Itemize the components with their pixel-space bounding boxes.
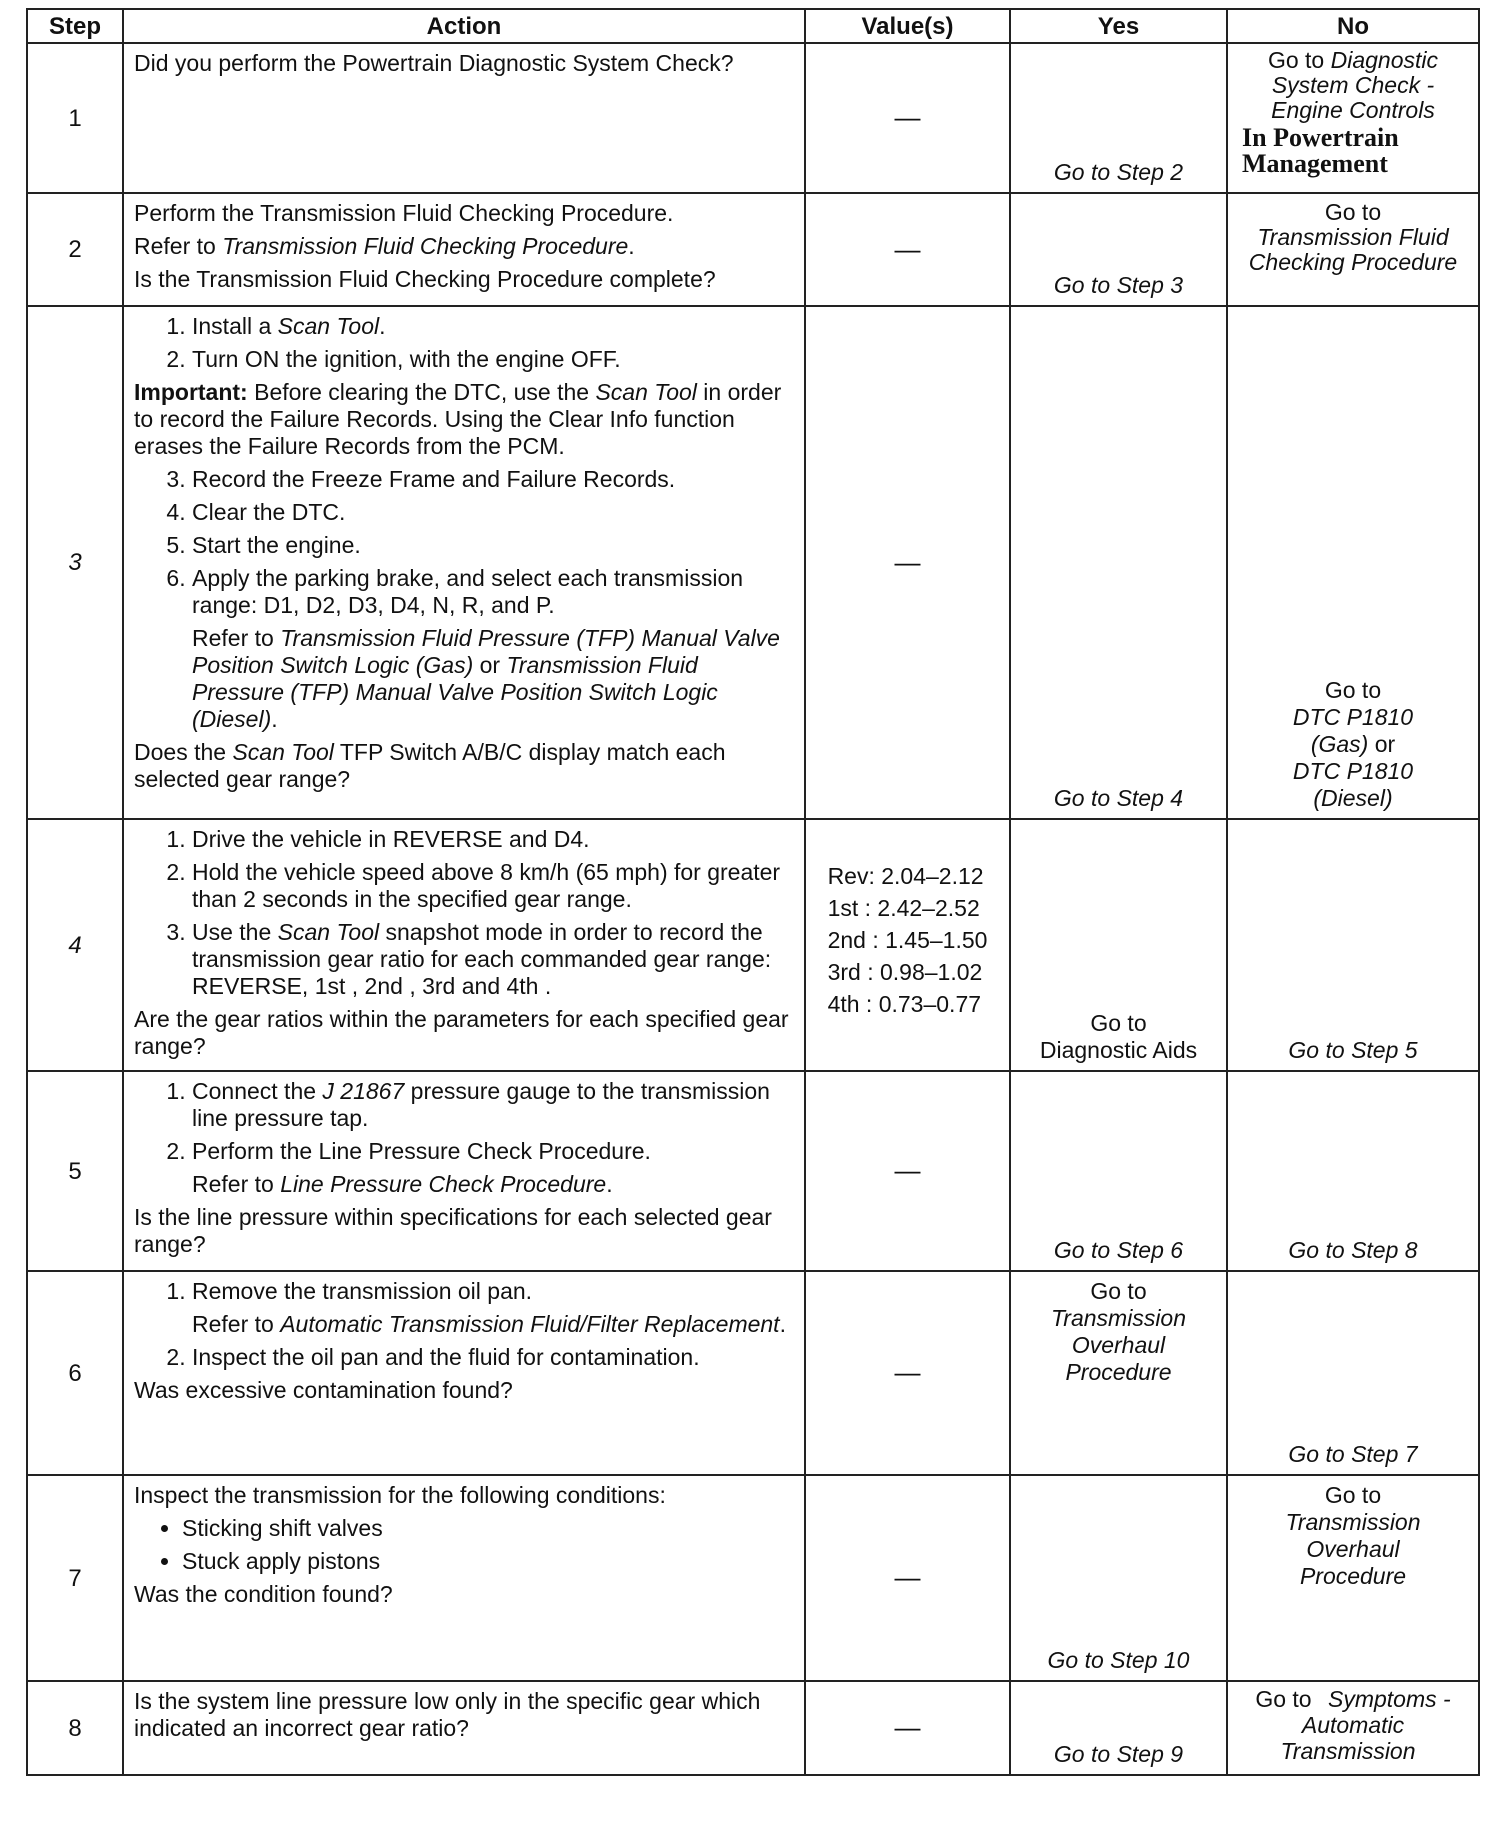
value-dash: — (894, 102, 921, 132)
yes-cell (1010, 306, 1227, 819)
no-link[interactable]: Go to Step 5 (1288, 1037, 1418, 1063)
table-row (27, 1681, 1479, 1775)
yes-link[interactable]: Go to Step 2 (1053, 159, 1184, 185)
step-number: 1 (27, 43, 123, 193)
no-cell (1227, 306, 1479, 819)
value-cell (805, 819, 1010, 1071)
no-link[interactable]: Go to Step 7 (1288, 1441, 1418, 1467)
step-number: 5 (27, 1071, 123, 1271)
no-cell (1227, 819, 1479, 1071)
header-action: Action (123, 9, 805, 43)
yes-cell (1010, 43, 1227, 193)
value-cell: — (805, 306, 1010, 819)
table-row (27, 1071, 1479, 1271)
header-yes: Yes (1010, 9, 1227, 43)
no-link[interactable]: Go to Transmission Overhaul Procedure (1285, 1482, 1421, 1589)
table-row (27, 1271, 1479, 1475)
action-cell: Is the system line pressure low only in the specific gear which indicated an incorrect gear ratio? (123, 1681, 805, 1775)
yes-cell (1010, 193, 1227, 306)
table-row (27, 819, 1479, 1071)
header-row (27, 9, 1479, 43)
action-cell: Inspect the transmission for the following conditions: • Sticking shift valves • Stuck apply pistons Was the condition found? (123, 1475, 805, 1681)
yes-link[interactable]: Go to Step 4 (1053, 785, 1184, 811)
action-text: Did you perform the Powertrain Diagnostic System Check? (134, 50, 734, 76)
action-cell (123, 43, 805, 193)
table-row (27, 1475, 1479, 1681)
step-number: 4 (27, 819, 123, 1071)
action-cell: Perform the Transmission Fluid Checking Procedure. Refer to Transmission Fluid Checking Procedure. Is the Transmission Fluid Checking Procedure complete? (123, 193, 805, 306)
yes-link[interactable]: Go to Step 9 (1053, 1741, 1184, 1767)
no-link[interactable]: Go to DTC P1810 (Gas) or DTC P1810 (Diesel) (1292, 677, 1414, 811)
important-note: Important: Before clearing the DTC, use the Scan Tool in order to record the Failure Records. Using the Clear Info function erases the Failure Records from the PCM. (134, 379, 782, 459)
value-cell: — (805, 1681, 1010, 1775)
diagnostic-table (26, 8, 1480, 1776)
no-link[interactable]: Go to Transmission Fluid Checking Procedure (1248, 199, 1458, 275)
header-no: No (1227, 9, 1479, 43)
table-row (27, 193, 1479, 306)
step-number: 2 (27, 193, 123, 306)
step-number: 7 (27, 1475, 123, 1681)
yes-cell (1010, 1271, 1227, 1475)
action-cell: 1. Connect the J 21867 pressure gauge to the transmission line pressure tap. 2. Perform the Line Pressure Check Procedure. Refer to Line Pressure Check Procedure. Is the line pressure within specifications for each selected gear range? (123, 1071, 805, 1271)
yes-link[interactable]: Go to Step 3 (1053, 272, 1184, 298)
gear-ratio-list: Rev: 2.04–2.12 1st : 2.42–2.52 2nd : 1.45–1.50 3rd : 0.98–1.02 4th : 0.73–0.77 (827, 863, 988, 1017)
no-cell (1227, 193, 1479, 306)
no-link[interactable]: Go to Diagnostic System Check - Engine Controls (1267, 47, 1439, 123)
yes-link[interactable]: Go to Transmission Overhaul Procedure (1050, 1278, 1187, 1385)
no-link[interactable]: Go to Step 8 (1288, 1237, 1418, 1263)
action-cell: 1. Drive the vehicle in REVERSE and D4. 2. Hold the vehicle speed above 8 km/h (65 mph) for greater than 2 seconds in the specified gear range. 3. Use the Scan Tool snapshot mode in order to record the transmission gear ratio for each commanded gear range: REVERSE, 1st , 2nd , 3rd and 4th . Are the gear ratios within the parameters for each specified gear range? (123, 819, 805, 1071)
header-step: Step (27, 9, 123, 43)
no-cell (1227, 1475, 1479, 1681)
diagnostic-table-document (26, 8, 1478, 1776)
action-cell: 1. Remove the transmission oil pan. Refer to Automatic Transmission Fluid/Filter Replacement. 2. Inspect the oil pan and the fluid for contamination. Was excessive contamination found? (123, 1271, 805, 1475)
no-link[interactable]: Go to Symptoms - Automatic Transmission (1255, 1686, 1451, 1764)
no-link-note: In Powertrain Management (1242, 123, 1399, 178)
yes-link[interactable]: Go to Step 10 (1047, 1647, 1190, 1673)
action-cell: 1. Install a Scan Tool. 2. Turn ON the ignition, with the engine OFF. Important: Before clearing the DTC, use the Scan Tool in order to record the Failure Records. Using the Clear Info function erases the Failure Records from the PCM. 3. Record the Freeze Frame and Failure Records. 4. Clear the DTC. 5. Start the engine. 6. Apply the parking brake, and select each transmission range: D1, D2, D3, D4, N, R, and P. Refer to Transmission Fluid Pressure (TFP) Manual Valve Position Switch Logic (Gas) or Transmission Fluid Pressure (TFP) Manual Valve Position Switch Logic (Diesel). Does the Scan Tool TFP Switch A/B/C display match each selected gear range? (123, 306, 805, 819)
yes-cell (1010, 1475, 1227, 1681)
yes-cell (1010, 1071, 1227, 1271)
table-row (27, 43, 1479, 193)
header-values: Value(s) (805, 9, 1010, 43)
yes-link[interactable]: Go to Diagnostic Aids (1039, 1010, 1198, 1063)
no-cell (1227, 43, 1479, 193)
value-cell: — (805, 1475, 1010, 1681)
no-cell (1227, 1071, 1479, 1271)
step-number: 6 (27, 1271, 123, 1475)
table-row (27, 306, 1479, 819)
step-number: 3 (27, 306, 123, 819)
yes-cell (1010, 1681, 1227, 1775)
value-cell (805, 43, 1010, 193)
value-cell: — (805, 1071, 1010, 1271)
yes-link[interactable]: Go to Step 6 (1053, 1237, 1184, 1263)
yes-cell (1010, 819, 1227, 1071)
value-cell: — (805, 1271, 1010, 1475)
step-number: 8 (27, 1681, 123, 1775)
no-cell (1227, 1681, 1479, 1775)
value-cell: — (805, 193, 1010, 306)
no-cell (1227, 1271, 1479, 1475)
